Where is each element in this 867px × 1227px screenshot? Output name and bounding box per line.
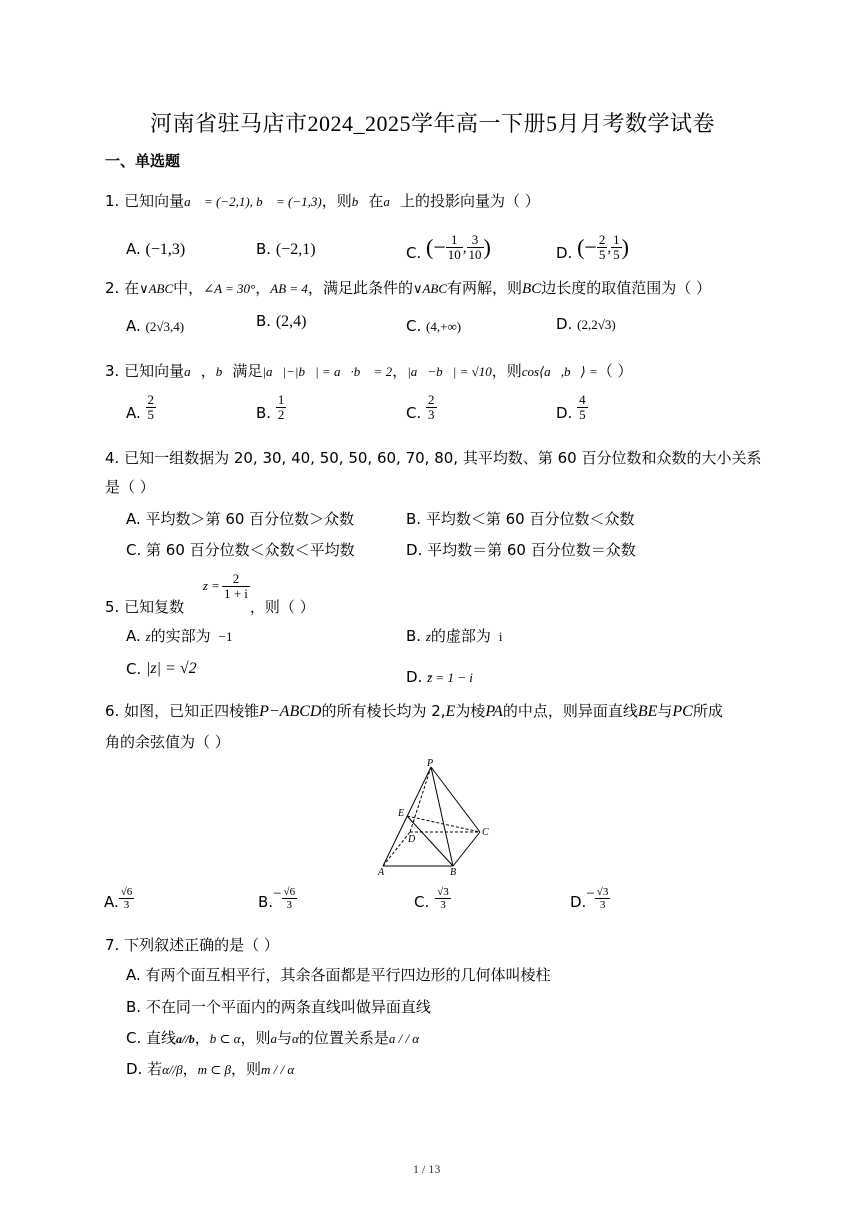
option-value: (−2,1): [275, 241, 316, 258]
math-expr: α//β: [162, 1062, 183, 1077]
q3-vector-b: b⃗: [215, 364, 233, 379]
option-label: B.: [126, 998, 142, 1016]
label-p: P: [427, 758, 434, 769]
exam-title: 河南省驻马店市2024_2025学年高一下册5月月考数学试卷: [150, 111, 716, 136]
label-d: D: [408, 834, 416, 845]
option-text: 直线: [146, 1029, 177, 1047]
denominator: 3: [428, 407, 435, 422]
q6-text: 的所有棱长均为 2,: [321, 702, 446, 720]
option-value: (2,4): [275, 313, 307, 330]
paren: ): [621, 234, 629, 260]
option-label: D.: [406, 668, 423, 686]
numerator: 3: [467, 233, 484, 248]
option-value: (−1,3): [145, 241, 186, 258]
q3-condition-2: |a⃗−b⃗| = √10: [407, 364, 492, 379]
option-label: C.: [126, 660, 142, 678]
denominator: 5: [598, 247, 606, 262]
denominator: 3: [123, 899, 130, 911]
option-label: A.: [126, 240, 141, 258]
var-z: z: [425, 629, 431, 644]
q3-option-d[interactable]: [556, 393, 588, 422]
q6-pyramid: P−ABCD: [259, 703, 322, 720]
denominator: 3: [599, 899, 606, 911]
math-expr: α: [291, 1031, 299, 1046]
q3-option-a[interactable]: [126, 393, 156, 422]
comma: ,: [607, 240, 612, 256]
q5-text: ，则（ ）: [249, 598, 315, 616]
option-label: D.: [556, 244, 573, 262]
q1-vector-a: a⃗: [383, 194, 401, 209]
option-label: B.: [256, 404, 272, 422]
numerator: √6: [283, 886, 296, 898]
edge-bc: [453, 832, 480, 866]
q6-option-a[interactable]: [104, 886, 134, 911]
label-b: B: [450, 867, 457, 878]
denominator: 5: [579, 407, 586, 422]
option-label: B.: [256, 240, 272, 258]
option-text: 若: [147, 1060, 163, 1078]
question-1-stem: [105, 190, 540, 211]
q1-vector-b: b⃗: [351, 194, 369, 209]
q3-cosine: cos⟨a⃗,b⃗⟩ =: [521, 364, 598, 379]
q3-text: 满足: [232, 362, 263, 380]
math-expr: a / / α: [388, 1031, 420, 1046]
option-label: D.: [556, 315, 573, 333]
option-label: A.: [126, 404, 141, 422]
q3-text: ，: [200, 362, 216, 380]
q1-text: 在: [368, 192, 384, 210]
option-label: B.: [406, 627, 422, 645]
q6-line-pc: PC: [672, 703, 693, 720]
var-z: z: [145, 629, 151, 644]
option-value: (2√3,4): [145, 319, 185, 334]
option-text: 与: [276, 1029, 292, 1047]
q6-point-e: E: [445, 703, 456, 720]
q4-option-d[interactable]: [406, 539, 636, 560]
paren: ): [483, 234, 491, 260]
q7-option-c[interactable]: [126, 1027, 419, 1048]
q3-vector-a: a⃗: [184, 364, 201, 379]
q5-option-c[interactable]: [126, 660, 197, 678]
option-label: A.: [126, 317, 141, 335]
q3-option-c[interactable]: [406, 393, 437, 422]
q4-option-a[interactable]: [126, 508, 354, 529]
q1-text: 1. 已知向量: [105, 192, 185, 210]
q3-text: ，: [392, 362, 408, 380]
q4-option-b[interactable]: [406, 508, 634, 529]
question-5-stem: [105, 572, 315, 617]
segment-ec: [407, 816, 480, 832]
question-6-stem-line-2: 角的余弦值为（ ）: [105, 733, 230, 751]
q6-line-be: BE: [637, 703, 658, 720]
numerator: 1: [277, 392, 285, 407]
q2-text: ，满足此条件的: [307, 279, 413, 297]
numerator: 4: [579, 392, 586, 407]
math-expr: m / / α: [260, 1062, 295, 1077]
numerator: 2: [222, 572, 250, 587]
q6-text: 的中点，则异面直线: [502, 702, 638, 720]
q2-text: 有两解，则: [447, 279, 523, 297]
label-c: C: [482, 827, 489, 838]
paren: (−: [577, 234, 597, 260]
denominator: 2: [277, 407, 285, 422]
option-value: z̄ = 1 − i: [427, 670, 473, 685]
numerator: √6: [120, 886, 133, 898]
option-label: C.: [406, 317, 422, 335]
q1-option-b[interactable]: [256, 240, 316, 259]
option-label: A.: [126, 966, 141, 984]
pyramid-figure: [370, 758, 500, 878]
q2-angle: ∠A = 30°: [203, 281, 256, 296]
option-value: i: [498, 629, 503, 644]
option-label: D.: [570, 893, 587, 911]
question-4-stem-line-1: 4. 已知一组数据为 20, 30, 40, 50, 50, 60, 70, 80, 其平均数、第 60 百分位数和众数的大小关系: [105, 449, 762, 467]
option-text: 平均数＜第 60 百分位数＜众数: [425, 510, 635, 528]
q2-triangle: ∨ABC: [412, 281, 448, 296]
q6-option-c[interactable]: [414, 886, 451, 911]
option-label: C.: [126, 541, 142, 559]
option-value: |z| = √2: [146, 660, 197, 677]
option-label: A.: [104, 893, 119, 911]
q7-option-a[interactable]: [126, 964, 551, 985]
option-text: ，则: [230, 1060, 261, 1078]
denominator: 1 + i: [223, 586, 248, 601]
numerator: √3: [596, 886, 609, 898]
q1-text: ，则: [321, 192, 352, 210]
q2-triangle: ∨ABC: [139, 281, 174, 296]
question-4-stem-line-2: 是（ ）: [105, 478, 155, 496]
q7-option-d[interactable]: [126, 1058, 294, 1079]
q2-option-a[interactable]: [126, 317, 184, 335]
q3-text: （ ）: [597, 362, 633, 380]
question-2-stem: [105, 277, 711, 298]
q2-text: ，: [255, 279, 271, 297]
option-label: D.: [126, 1060, 143, 1078]
option-label: A.: [126, 627, 141, 645]
q3-condition-1: |a⃗|−|b⃗| = a⃗·b⃗ = 2: [262, 364, 393, 379]
q2-option-c[interactable]: [406, 317, 461, 335]
q1-vectors: a⃗ = (−2,1), b⃗ = (−1,3): [184, 194, 322, 209]
denominator: 10: [468, 247, 482, 262]
q7-option-b[interactable]: [126, 996, 431, 1017]
q1-option-a[interactable]: [126, 240, 185, 259]
option-value: (4,+∞): [426, 319, 462, 334]
numerator: 2: [428, 392, 435, 407]
page-indicator: [413, 1162, 440, 1177]
option-label: B.: [256, 312, 272, 330]
q6-option-b[interactable]: [258, 886, 297, 911]
q2-text: 中，: [173, 279, 204, 297]
numerator: 1: [446, 233, 463, 248]
option-value: (2,2√3): [577, 317, 616, 332]
page-total: 13: [428, 1162, 441, 1176]
option-text: 平均数＞第 60 百分位数＞众数: [145, 510, 355, 528]
page-number: 1: [413, 1162, 419, 1176]
q1-text: 上的投影向量为（ ）: [400, 192, 540, 210]
option-label: C.: [406, 244, 422, 262]
option-label: C.: [406, 404, 422, 422]
q2-side-bc: BC: [522, 281, 542, 297]
q5-variable: z =: [202, 578, 220, 593]
numerator: √3: [437, 886, 449, 898]
option-text: 的实部为: [150, 627, 211, 645]
denominator: 10: [447, 247, 461, 262]
option-text: ，: [194, 1029, 210, 1047]
option-text: 平均数＝第 60 百分位数＝众数: [427, 541, 636, 559]
option-text: ，: [182, 1060, 198, 1078]
q4-option-c[interactable]: [126, 539, 355, 560]
q5-option-a[interactable]: [126, 625, 232, 646]
q6-edge-pa: PA: [485, 703, 503, 720]
math-expr: a//b: [176, 1032, 195, 1046]
paren: (−: [426, 234, 446, 260]
minus-sign: −: [273, 886, 282, 902]
numerator: 2: [147, 392, 155, 407]
option-label: C.: [126, 1029, 142, 1047]
option-text: 有两个面互相平行，其余各面都是平行四边形的几何体叫棱柱: [145, 966, 551, 984]
q3-option-b[interactable]: [256, 393, 286, 422]
option-label: B.: [258, 893, 274, 911]
q6-option-d[interactable]: [570, 886, 610, 911]
option-label: B.: [406, 510, 422, 528]
q5-text: 5. 已知复数: [105, 598, 185, 616]
option-label: D.: [406, 541, 423, 559]
section-heading: 一、单选题: [105, 152, 181, 170]
numerator: 1: [613, 232, 620, 247]
question-7-stem: 7. 下列叙述正确的是（ ）: [105, 936, 279, 954]
q2-option-b[interactable]: [256, 312, 307, 331]
denominator: 5: [613, 247, 620, 262]
label-e: E: [398, 808, 405, 819]
q5-option-b[interactable]: [406, 625, 503, 646]
minus-sign: −: [586, 886, 595, 902]
option-text: 第 60 百分位数＜众数＜平均数: [146, 541, 355, 559]
label-a: A: [378, 867, 385, 878]
denominator: 3: [286, 899, 293, 911]
option-label: D.: [556, 404, 573, 422]
math-expr: m ⊂ β: [197, 1062, 231, 1077]
q5-option-d[interactable]: [406, 668, 473, 686]
option-text: 的位置关系是: [298, 1029, 389, 1047]
denominator: 3: [440, 899, 446, 911]
q6-text: 所成: [692, 702, 723, 720]
q6-text: 为棱: [455, 702, 486, 720]
denominator: 5: [147, 407, 155, 422]
q2-text: 边长度的取值范围为（ ）: [541, 279, 711, 297]
question-3-stem: [105, 360, 633, 381]
option-text: 的虚部为: [430, 627, 491, 645]
question-6-stem: [105, 700, 723, 721]
comma: ,: [462, 240, 467, 256]
q6-text: 与: [657, 702, 673, 720]
q1-option-d[interactable]: [556, 222, 629, 262]
option-label: A.: [126, 510, 141, 528]
q2-option-d[interactable]: [556, 315, 616, 333]
q3-text: ，则: [491, 362, 522, 380]
math-expr: a: [270, 1031, 277, 1046]
numerator: 2: [598, 232, 606, 247]
option-text: 不在同一个平面内的两条直线叫做异面直线: [145, 998, 431, 1016]
q1-option-c[interactable]: [406, 222, 491, 262]
q3-text: 3. 已知向量: [105, 362, 185, 380]
option-text: ，则: [240, 1029, 271, 1047]
q2-side: AB = 4: [270, 281, 308, 296]
q2-text: 2. 在: [105, 279, 140, 297]
q6-text: 6. 如图，已知正四棱锥: [105, 702, 260, 720]
option-value: −1: [218, 629, 233, 644]
page-separator: /: [422, 1162, 426, 1176]
math-expr: b ⊂ α: [209, 1031, 241, 1046]
option-label: C.: [414, 893, 430, 911]
